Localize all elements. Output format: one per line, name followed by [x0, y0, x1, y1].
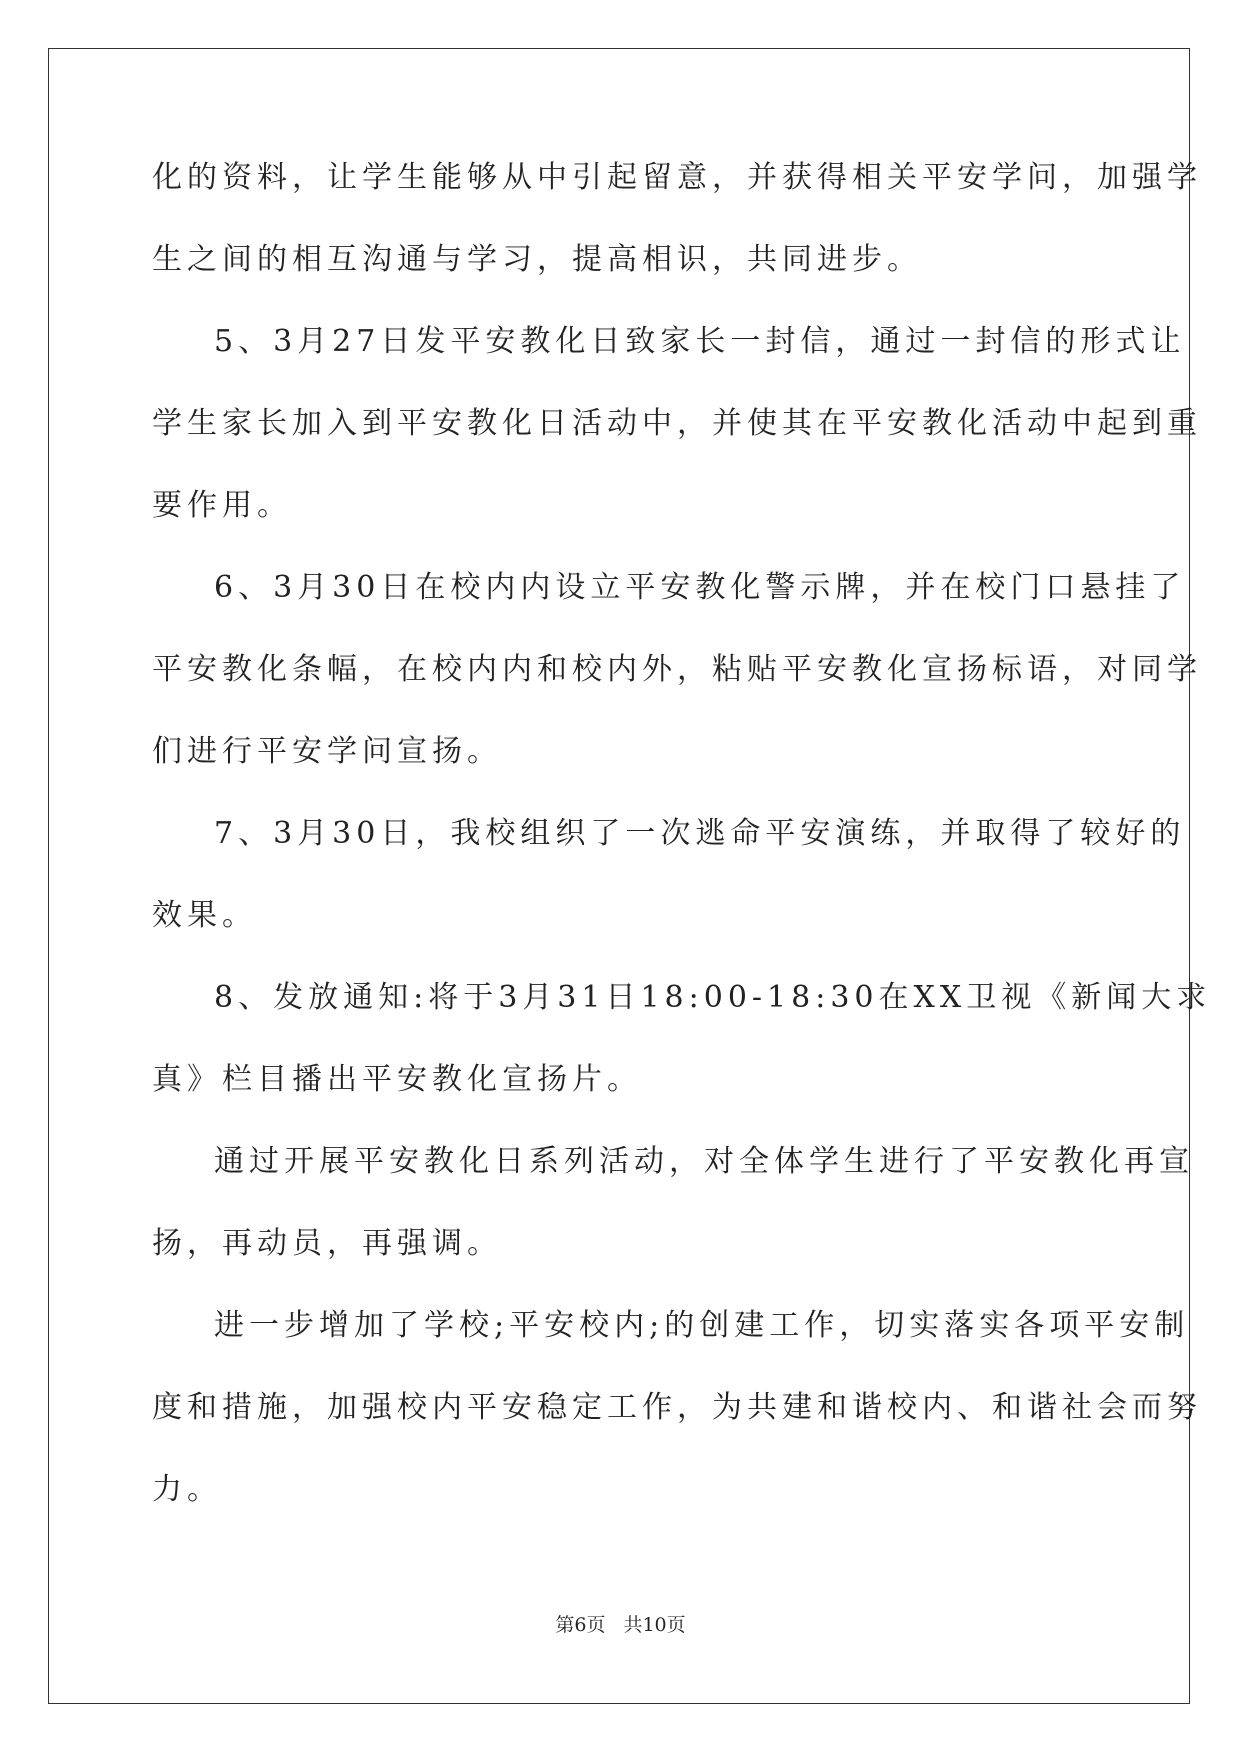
text-line: 效果。: [152, 898, 257, 933]
paragraph-item-5: 5、3月27日发平安教化日致家长一封信，通过一封信的形式让: [214, 324, 1186, 359]
paragraph-item-6: 6、3月30日在校内内设立平安教化警示牌，并在校门口悬挂了: [214, 570, 1186, 605]
text-line: 们进行平安学问宣扬。: [152, 734, 502, 769]
text-line: 度和措施，加强校内平安稳定工作，为共建和谐校内、和谐社会而努: [152, 1390, 1202, 1425]
text-line: 生之间的相互沟通与学习，提高相识，共同进步。: [152, 242, 922, 277]
total-page-count: 共10页: [623, 1614, 686, 1636]
paragraph-item-8: 8、发放通知:将于3月31日18:00-18:30在XX卫视《新闻大求: [214, 980, 1212, 1015]
document-body: [152, 160, 1212, 1554]
current-page-number: 第6页: [555, 1614, 606, 1636]
paragraph-conclusion: 进一步增加了学校;平安校内;的创建工作，切实落实各项平安制: [214, 1308, 1190, 1343]
text-line: 力。: [152, 1472, 222, 1507]
text-line: 真》栏目播出平安教化宣扬片。: [152, 1062, 642, 1097]
text-line: 学生家长加入到平安教化日活动中，并使其在平安教化活动中起到重: [152, 406, 1202, 441]
text-line: 扬，再动员，再强调。: [152, 1226, 502, 1261]
paragraph-item-7: 7、3月30日，我校组织了一次逃命平安演练，并取得了较好的: [214, 816, 1186, 851]
text-line: 平安教化条幅，在校内内和校内外，粘贴平安教化宣扬标语，对同学: [152, 652, 1202, 687]
page-footer: [0, 1610, 1241, 1637]
paragraph-summary: 通过开展平安教化日系列活动，对全体学生进行了平安教化再宣: [214, 1144, 1194, 1179]
text-line: 化的资料，让学生能够从中引起留意，并获得相关平安学问，加强学: [152, 160, 1202, 195]
text-line: 要作用。: [152, 488, 292, 523]
